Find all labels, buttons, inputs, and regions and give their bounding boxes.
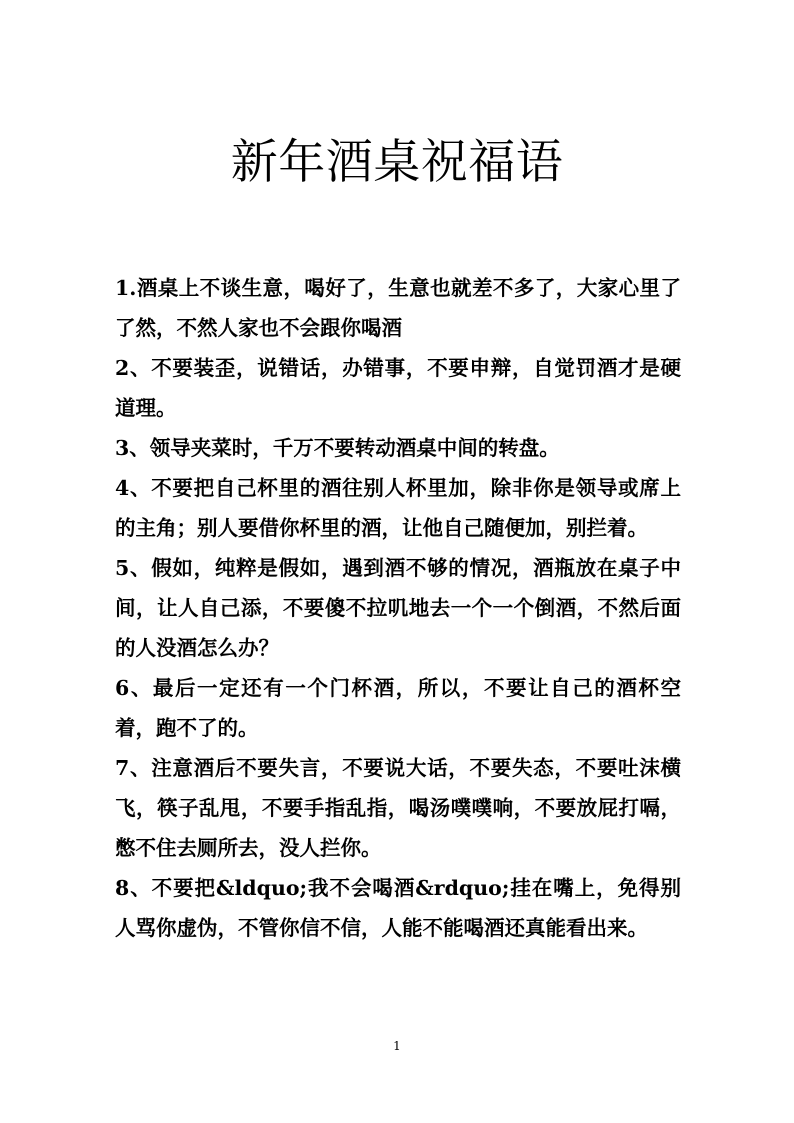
- paragraph-item-4: 4、不要把自己杯里的酒往别人杯里加，除非你是领导或席上的主角；别人要借你杯里的酒，让他自己随便加，别拦着。: [115, 476, 681, 540]
- page-number: 1: [393, 1039, 401, 1053]
- document-body: [115, 268, 681, 948]
- paragraph-item-3: 3、领导夹菜时，千万不要转动酒桌中间的转盘。: [115, 436, 560, 460]
- page-title: 新年酒桌祝福语: [230, 135, 564, 190]
- paragraph-item-1: 1.酒桌上不谈生意，喝好了，生意也就差不多了，大家心里了了然，不然人家也不会跟你喝酒: [115, 276, 681, 340]
- paragraph-item-6: 6、最后一定还有一个门杯酒，所以，不要让自己的酒杯空着，跑不了的。: [115, 676, 681, 740]
- paragraph-item-2: 2、不要装歪，说错话，办错事，不要申辩，自觉罚酒才是硬道理。: [115, 356, 681, 420]
- paragraph-item-8: 8、不要把&ldquo;我不会喝酒&rdquo;挂在嘴上，免得别人骂你虚伪，不管你信不信，人能不能喝酒还真能看出来。: [115, 876, 681, 940]
- paragraph-item-5: 5、假如，纯粹是假如，遇到酒不够的情况，酒瓶放在桌子中间，让人自己添，不要傻不拉叽地去一个一个倒酒，不然后面的人没酒怎么办？: [115, 556, 681, 660]
- paragraph-item-7: 7、注意酒后不要失言，不要说大话，不要失态，不要吐沫横飞，筷子乱甩，不要手指乱指，喝汤噗噗响，不要放屁打嗝，憋不住去厕所去，没人拦你。: [115, 756, 681, 860]
